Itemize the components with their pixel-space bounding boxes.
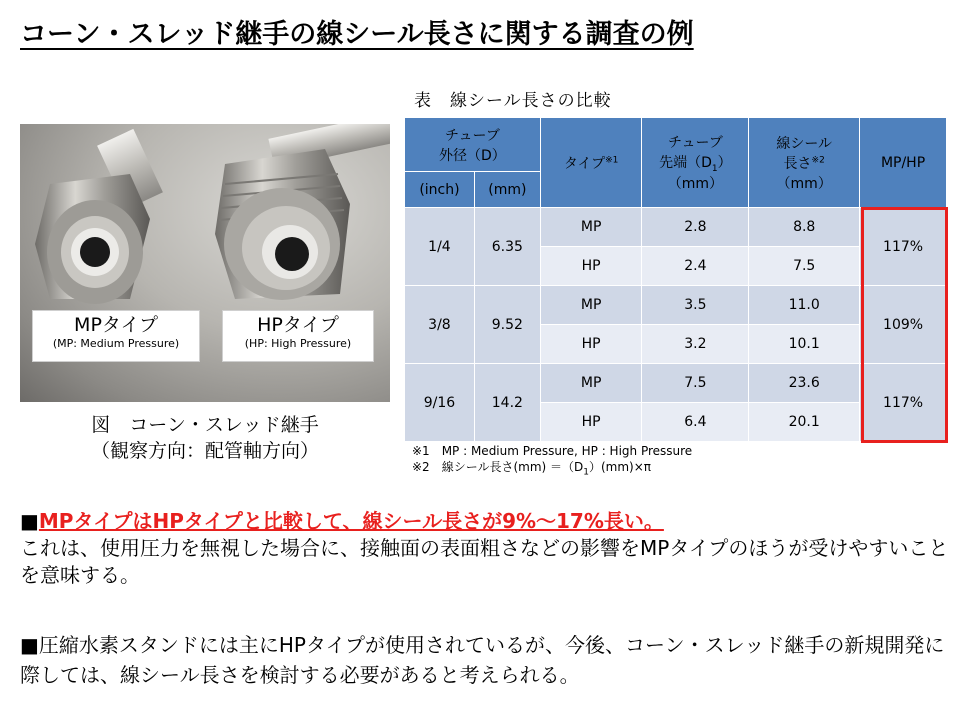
- header-tube-tip: チューブ 先端$(D_1)$ （mm）: [642, 118, 749, 208]
- highlight-statement: MPタイプはHPタイプと比較して、線シール長さが9%～17%長い。: [38, 509, 664, 533]
- cell-seal: 7.5: [749, 247, 860, 286]
- table-row: [405, 286, 947, 325]
- note-2: ※2 線シール長さ$(mm) =(D_1)(mm)\times\pi$: [412, 460, 652, 478]
- cell-tip: 2.4: [642, 247, 749, 286]
- figure-caption: [20, 412, 390, 464]
- header-ratio: MP/HP: [860, 118, 947, 208]
- fittings-photo: [20, 124, 390, 402]
- mp-type-label: [32, 310, 200, 362]
- conclusion-body: これは、使用圧力を無視した場合に、接触面の表面粗さなどの影響をMPタイプのほうが受けやすいことを意味する。: [20, 536, 949, 587]
- cell-mm: 6.35: [474, 208, 540, 286]
- header-outer-diameter: チューブ 外径（D）: [405, 118, 541, 172]
- table-notes: [412, 443, 692, 480]
- note-1: ※1 MP : Medium Pressure, HP : High Pressure: [412, 444, 693, 458]
- figure-caption-line2: （観察方向：配管軸方向）: [90, 440, 319, 462]
- cell-tip: 6.4: [642, 403, 749, 442]
- cell-ratio: 117%: [860, 364, 947, 442]
- hp-type-subtitle: (HP: High Pressure): [244, 337, 352, 350]
- cell-type: HP: [540, 247, 642, 286]
- cell-ratio: 109%: [860, 286, 947, 364]
- cell-mm: 9.52: [474, 286, 540, 364]
- cell-seal: 23.6: [749, 364, 860, 403]
- cell-type: MP: [540, 208, 642, 247]
- figure-caption-line1: 図 コーン・スレッド継手: [91, 414, 319, 436]
- cell-type: MP: [540, 286, 642, 325]
- mp-type-title: MPタイプ: [74, 314, 158, 336]
- cell-inch: 1/4: [405, 208, 475, 286]
- page-title: コーン・スレッド継手の線シール長さに関する調査の例: [20, 19, 694, 50]
- recommendation-paragraph: ■圧縮水素スタンドには主にHPタイプが使用されているが、今後、コーン・スレッド継手の新規開発に際しては、線シール長さを検討する必要があると考えられる。: [20, 633, 945, 687]
- cell-type: HP: [540, 403, 642, 442]
- table-row: [405, 208, 947, 247]
- bullet: ■: [20, 509, 39, 533]
- cell-tip: 7.5: [642, 364, 749, 403]
- hp-type-label: [222, 310, 374, 362]
- cell-tip: 3.2: [642, 325, 749, 364]
- mp-type-subtitle: (MP: Medium Pressure): [52, 337, 180, 350]
- cell-ratio: 117%: [860, 208, 947, 286]
- header-seal-length: 線シール 長さ$^{※2}$ （mm）: [749, 118, 860, 208]
- seal-length-table: [404, 117, 947, 442]
- cell-mm: 14.2: [474, 364, 540, 442]
- header-inch: (inch): [405, 172, 475, 208]
- hp-type-title: HPタイプ: [257, 314, 339, 336]
- cell-type: HP: [540, 325, 642, 364]
- table-caption: 表 線シール長さの比較: [414, 91, 612, 111]
- header-mm: (mm): [474, 172, 540, 208]
- cell-inch: 3/8: [405, 286, 475, 364]
- cell-tip: 2.8: [642, 208, 749, 247]
- cell-seal: 10.1: [749, 325, 860, 364]
- conclusion-paragraph: [20, 508, 950, 589]
- cell-seal: 8.8: [749, 208, 860, 247]
- cell-tip: 3.5: [642, 286, 749, 325]
- cell-seal: 20.1: [749, 403, 860, 442]
- table-row: [405, 364, 947, 403]
- cell-seal: 11.0: [749, 286, 860, 325]
- header-type: タイプ$^{※1}$: [540, 118, 642, 208]
- cell-type: MP: [540, 364, 642, 403]
- cell-inch: 9/16: [405, 364, 475, 442]
